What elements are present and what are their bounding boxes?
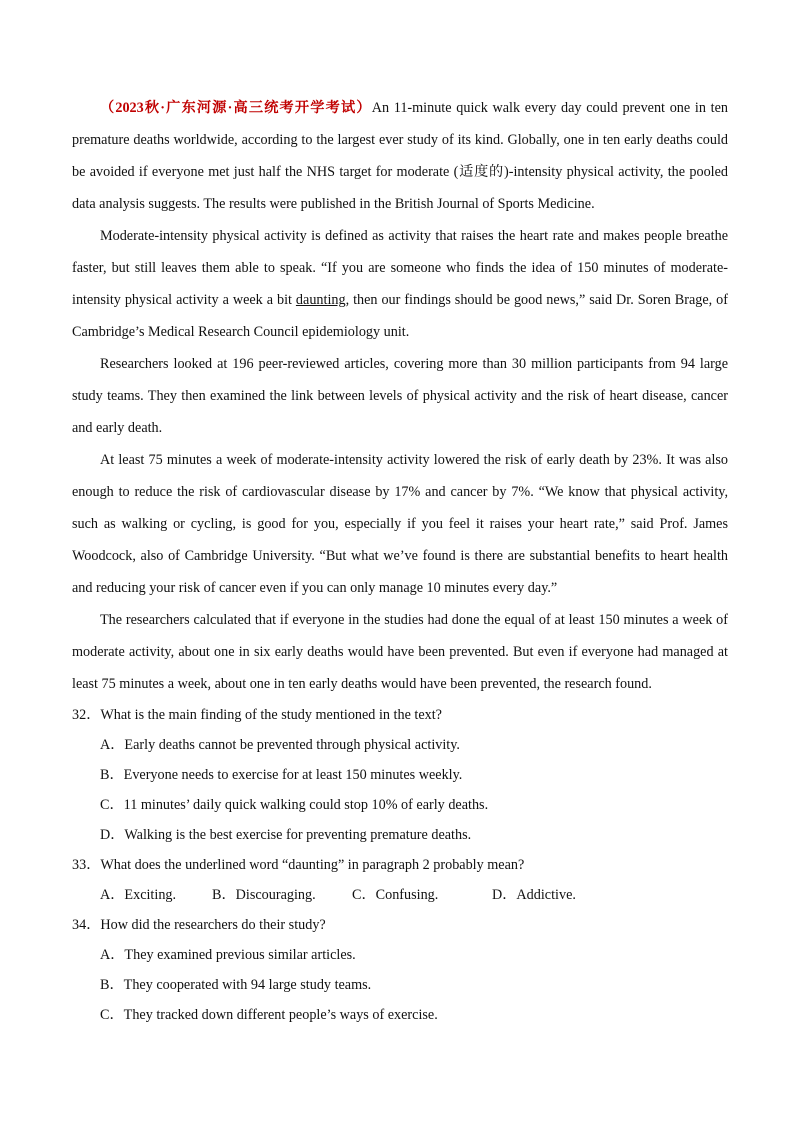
underlined-word: daunting: [295, 292, 346, 308]
option-c: C．Confusing.: [352, 887, 439, 903]
option-c: C．11 minutes’ daily quick walking could stop 10% of early deaths.: [100, 797, 489, 813]
option-b: B．They cooperated with 94 large study teams.: [100, 977, 372, 993]
option-d: D．Walking is the best exercise for preventing premature deaths.: [100, 827, 472, 843]
paragraph-2-after: , then our findings should be good news,” said Dr. Soren Brage, of Cambridge’s Medical Research Council epidemiology unit.: [72, 292, 728, 340]
exam-page: [72, 92, 728, 1030]
option-a: A．Early deaths cannot be prevented through physical activity.: [100, 737, 460, 753]
options-row: [72, 880, 728, 910]
paragraph-1: [72, 92, 728, 220]
paragraph-5: The researchers calculated that if everyone in the studies had done the equal of at least 150 minutes a week of moderate activity, about one in six early deaths would have been prevented. But even if everyone had managed at least 75 minutes a week, about one in ten early deaths would have been prevented, the research found.: [72, 612, 728, 692]
option-b: B．Everyone needs to exercise for at least 150 minutes weekly.: [100, 767, 463, 783]
source-tag: （2023秋·广东河源·高三统考开学考试）: [100, 100, 372, 116]
question-stem: 33．What does the underlined word “daunting” in paragraph 2 probably mean?: [72, 857, 525, 873]
option-a: A．They examined previous similar articles.: [100, 947, 356, 963]
paragraph-2: [72, 220, 728, 348]
question-stem: 34．How did the researchers do their study?: [72, 917, 326, 933]
option-a: A．Exciting.: [100, 887, 177, 903]
question-33: [72, 850, 728, 910]
question-34: [72, 910, 728, 1030]
paragraph-3: Researchers looked at 196 peer-reviewed articles, covering more than 30 million participants from 94 large study teams. They then examined the link between levels of physical activity and the risk of heart disease, cancer and early death.: [72, 356, 728, 436]
paragraph-4: At least 75 minutes a week of moderate-intensity activity lowered the risk of early death by 23%. It was also enough to reduce the risk of cardiovascular disease by 17% and cancer by 7%. “We know that physical activity, such as walking or cycling, is good for you, especially if you feel it raises your heart rate,” said Prof. James Woodcock, also of Cambridge University. “But what we’ve found is there are substantial benefits to heart health and reducing your risk of cancer even if you can only manage 10 minutes every day.”: [72, 452, 728, 596]
question-32: [72, 700, 728, 850]
question-stem: 32．What is the main finding of the study mentioned in the text?: [72, 707, 442, 723]
paragraph-1-text: An 11-minute quick walk every day could prevent one in ten premature deaths worldwide, according to the largest ever study of its kind. Globally, one in ten early deaths could be avoided if everyone met just half the NHS target for moderate (适度的)-intensity physical activity, the pooled data analysis suggests. The results were published in the British Journal of Sports Medicine.: [72, 100, 728, 212]
option-b: B．Discouraging.: [212, 887, 316, 903]
option-c: C．They tracked down different people’s ways of exercise.: [100, 1007, 438, 1023]
paragraph-2-before: Moderate-intensity physical activity is defined as activity that raises the heart rate and makes people breathe faster, but still leaves them able to speak. “If you are someone who finds the idea of 150 minutes of moderate-intensity physical activity a week a bit: [72, 228, 728, 308]
option-d: D．Addictive.: [492, 887, 576, 903]
